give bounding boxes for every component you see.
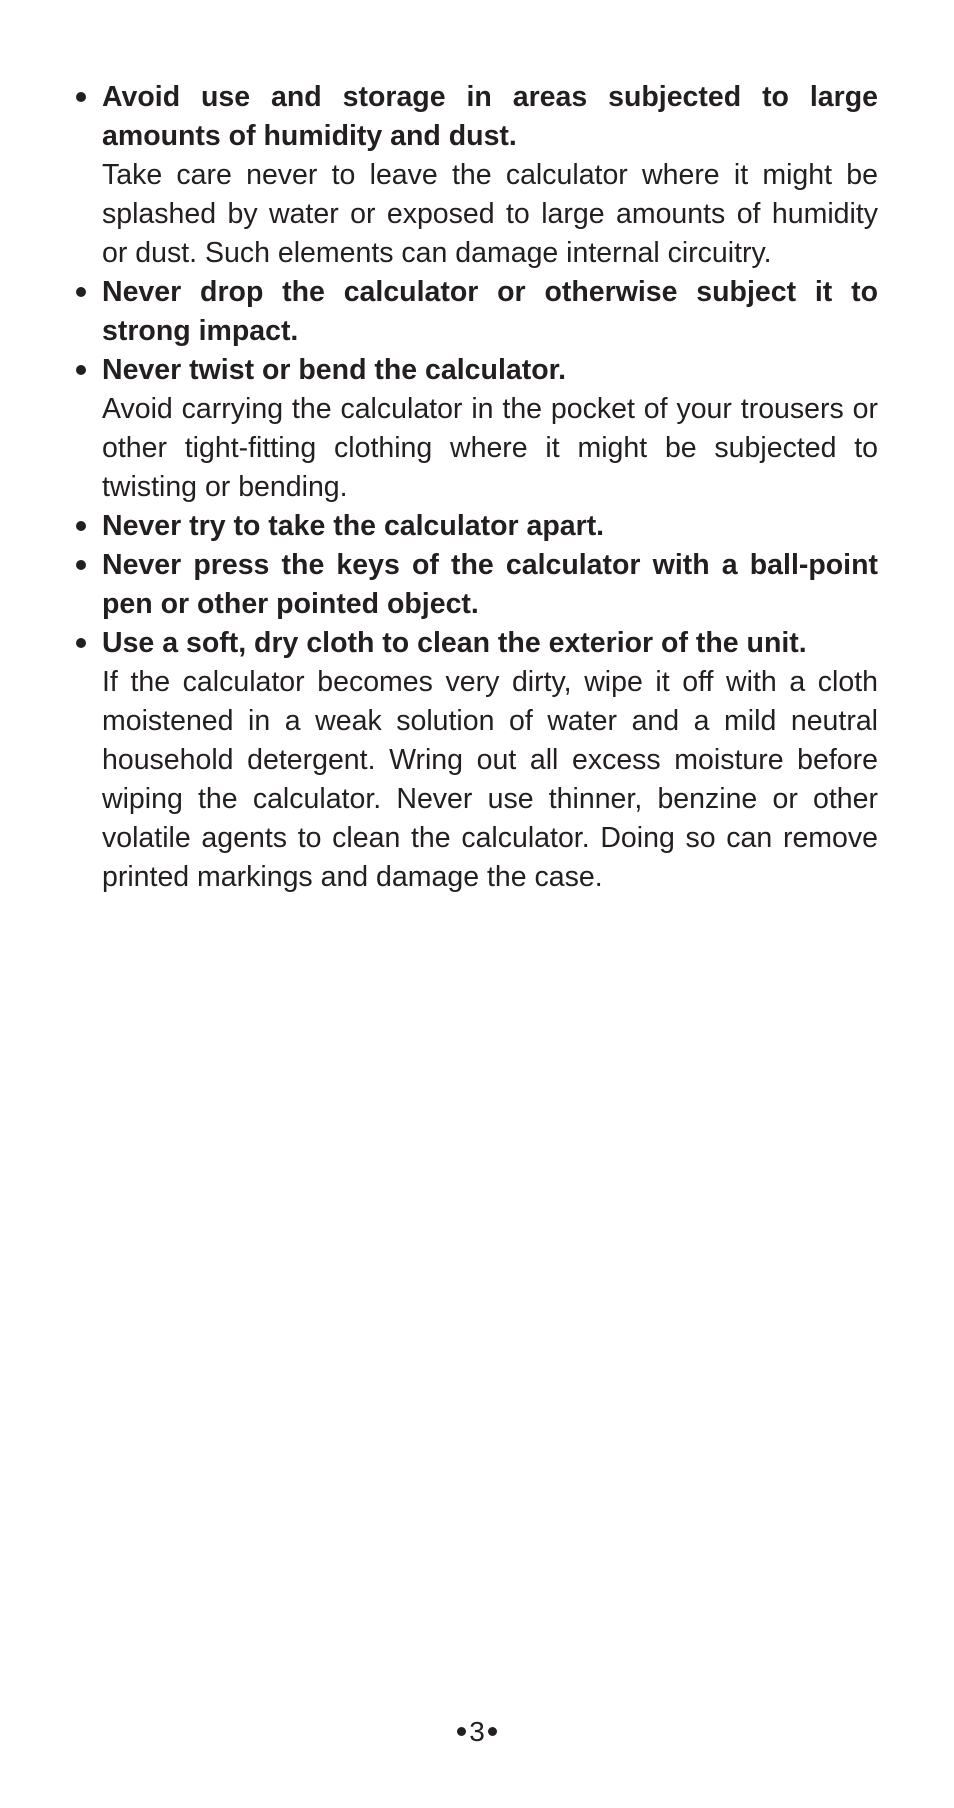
bullet-icon — [76, 287, 86, 297]
precaution-title: Never twist or bend the calculator. — [102, 354, 567, 386]
bullet-icon — [488, 1727, 497, 1736]
bullet-icon — [76, 92, 86, 102]
precaution-item-twist — [74, 351, 878, 507]
precaution-item-pointed-object — [74, 546, 878, 624]
precaution-title: Never try to take the calculator apart. — [102, 510, 605, 542]
precautions-list — [74, 78, 878, 897]
bullet-icon — [76, 521, 86, 531]
precaution-item-impact — [74, 273, 878, 351]
page-number — [0, 1712, 954, 1752]
page-number-value: 3 — [469, 1716, 485, 1747]
bullet-icon — [457, 1727, 466, 1736]
bullet-icon — [76, 560, 86, 570]
precaution-body: Take care never to leave the calculator where it might be splashed by water or exposed to large amounts of humidity or dust. Such elements can damage internal circuitry. — [102, 159, 878, 269]
precaution-item-humidity — [74, 78, 878, 273]
precaution-item-disassembly — [74, 507, 878, 546]
precaution-title: Avoid use and storage in areas subjected to large amounts of humidity and dust. — [102, 81, 878, 152]
bullet-icon — [76, 365, 86, 375]
bullet-icon — [76, 638, 86, 648]
precaution-body: Avoid carrying the calculator in the pocket of your trousers or other tight-fitting clothing where it might be subjected to twisting or bending. — [102, 393, 878, 503]
precaution-title: Never drop the calculator or otherwise subject it to strong impact. — [102, 276, 878, 347]
precaution-title: Never press the keys of the calculator with a ball-point pen or other pointed object. — [102, 549, 878, 620]
precaution-body: If the calculator becomes very dirty, wipe it off with a cloth moistened in a weak solution of water and a mild neutral household detergent. Wring out all excess moisture before wiping the calculator. Never use thinner, benzine or other volatile agents to clean the calculator. Doing so can remove printed markings and damage the case. — [102, 666, 878, 893]
precaution-item-cleaning — [74, 624, 878, 897]
precaution-title: Use a soft, dry cloth to clean the exterior of the unit. — [102, 627, 807, 659]
